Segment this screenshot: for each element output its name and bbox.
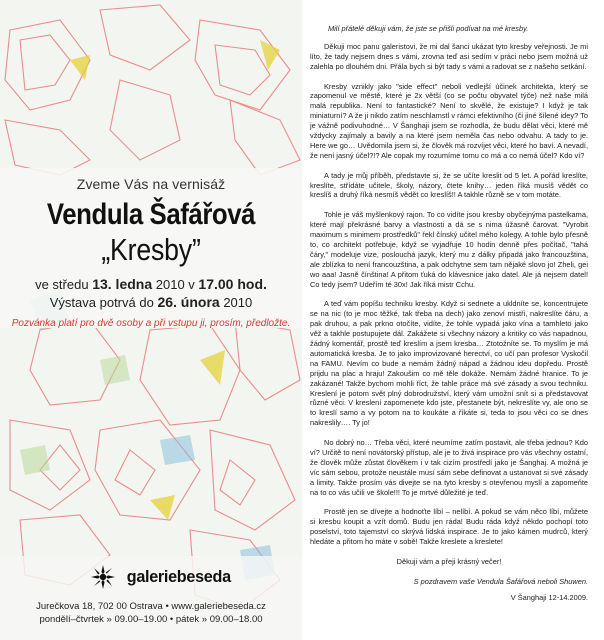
letter-paragraph: A tady je můj příběh, představte si, že se učíte kreslit od 5 let. A pořád kreslíte, kreslíte, střídáte učitele, školy, názory, čtete knihy… jeden říká musíš vědět co kreslíš a druhý říká nesmíš vědět co kreslíš!! A takhle různě se v tom motáte. [310, 170, 588, 200]
address-line: Jurečkova 18, 702 00 Ostrava • www.galeriebeseda.cz [36, 601, 266, 612]
invitation-text [0, 176, 302, 329]
letter-signature: S pozdravem vaše Vendula Šafářová neboli Shuwen. [413, 576, 588, 586]
gallery-logo-text: galeriebesеda [126, 567, 231, 586]
letter-panel [310, 24, 588, 612]
opening-datetime: ve středu 13. ledna 2010 v 17.00 hod. [35, 276, 267, 292]
opening-hours: pondělí–čtvrtek » 09.00–19.00 • pátek » 09.00–18.00 [39, 614, 263, 625]
letter-paragraph: Děkuji moc panu galeristovi, že mi dal šanci ukázat tyto kresby veřejnosti. Je mi líto, že tady nejsem dnes s vámi, zrovna teď asi sedím v práci nebo jsem možná už zalehla po dlouhém dni. Přála bych si být tady s vámi a radovat se z našeho setkání. [310, 41, 588, 71]
letter-date: V Šanghaji 12-14.2009. [510, 592, 588, 602]
letter-paragraph: Kresby vznikly jako "side effect" neboli vedlejší účinek architekta, který se zapomenul ve městě, které je 2x větší (co se počtu obyvatel týče) než naše milá malá republika. Není to fantastické? Není to skvělé, že existuje? I když je tak miniaturní? A že ji nikdo zatím neschlamstl v rámci efektivního (či jiné šílené idey? To je vážně podivuhodné… V Šanghaji jsem se rozhodla, že budu dělat věci, které mě vždycky zajímaly a bavily a na které jsem neměla čas nebo odvahu. A tady to je. Here we go… Uvědomila jsem si, že člověk má rozvíjet věci, které ho baví. A nevadí, že není jasný účel?!? Ale copak my rozumíme tomu co má a co nemá účel? Kdo ví? [310, 81, 588, 160]
artist-name: Vendula Šafářová [46, 198, 256, 231]
gallery-logo [88, 563, 234, 591]
invitation-intro: Zveme Vás na vernisáž [76, 176, 226, 192]
letter-greeting: Milí přátelé děkuji vám, že jste se přišli podívat na mé kresby. [328, 24, 529, 33]
invitation-note: Pozvánka platí pro dvě osoby a při vstupu ji, prosím, předložte. [11, 318, 291, 329]
star-logo-icon [88, 563, 118, 591]
gallery-address [0, 600, 302, 626]
letter-paragraph: Tohle je váš myšlenkový rajon. To co vidíte jsou kresby obyčejnýma pastelkama, které mají překrásné barvy a vlastnosti a dá se s nima úžasně čarovat. "Vyrobit maximum s minimem prostředků" řekl čínský učitel mého kolegy. A tohle bylo přesně to, co architekt potřebuje, když se vyjadřuje 10 hodin denně přes počítač, "tahá čáry," modeluje vize, poslouchá jazyk, který mu z dálky připadá jako francouzština, ale zblízka to není francouzština, a pak odchytne sem tam nějaké slovo jo! Zheli, gei wo aaa! Jasně čínština! A přitom ťuká do klávesnice jako datel. Ale já nejsem datel! Co tedy jsem? Udeřím té 30x! Jak říká mistr Cchu. [310, 210, 588, 289]
exhibition-title: „Kresby” [101, 232, 201, 267]
letter-paragraph: A teď vám popíšu techniku kresby. Když si sednete a ukldníte se, koncentrujete se na nic (to je moc těžké, tak třeba na dech) jako zenoví mistři, nakreslíte čáru, a pak druhou, a pak prkno otočíte, vidíte, že tohle vypadá jako vína a tamhleto jako věž a takhle postupujete dál. Zakážete si všechny názory a kritiky co vás napadnou, žádný komentář, prostě teď kreslím a jsem kresba… Ztotožníte se. To myslím je má automatická kresba. Je to jako improvizované herectví, co učí pan profesor Vyskočil na FAMU. Nevím co bude a nemám žádný nápad a žádnou ideu dopředu. Prostě prijdu na plac a hraju! Zakoušim co mě těle dokáže. Nemám žádné hranice. To je zakázané! Takže bychom mohli říct, že tahle práce má své zásady a svou techniku. Kreslení je potom svět plný dobrodružství, který vám umožní snít si a představovat různé věci. V kreslení zapomenete kdo jste, přestanete být, nekreslíte vy, ale ono se to kreslí samo a vy potom na to koukáte a říkáte si, teda to jsou věci co se dnes nakreslily…. Ty jo! [310, 299, 588, 428]
letter-paragraph: No dobrý no… Třeba věci, které neumíme zatím postavit, ale třeba jednou? Kdo ví? Určitě to není novátorský přístup, ale je to živá inspirace pro vás všechny ostatní, že člověk může zůstat člověkem i v tak cizím prostředí jako je Šanghaj. A možná je víc sám sebou, protože neustále musí sám sebe definovat a ustanovat si své zásady a limity. Takže prosím vás divejte se na tyto kresby s otevřenou myslí a zapomeňte na to co vás učili ve škole!!! To je mrtvé důležité je teď. [310, 438, 588, 497]
exhibition-end-date: Výstava potrvá do 26. února 2010 [49, 294, 253, 310]
letter-paragraph: Prostě jen se dívejte a hodnoťte líbí – nelíbí. A pokud se vám něco líbí, můžete si kresbu koupit a vzít domů. Budu jen ráda! Budu ráda když někdo pochopí toto poselství, toto tajemství co skrývá lidská inspirace. Je to jako kámen mudrců, který hledáte a přitom ho máte v sobě! Takže kreslete a kreslete! [310, 507, 588, 547]
letter-closing: Děkuji vám a přeji krásný večer! [396, 556, 502, 566]
